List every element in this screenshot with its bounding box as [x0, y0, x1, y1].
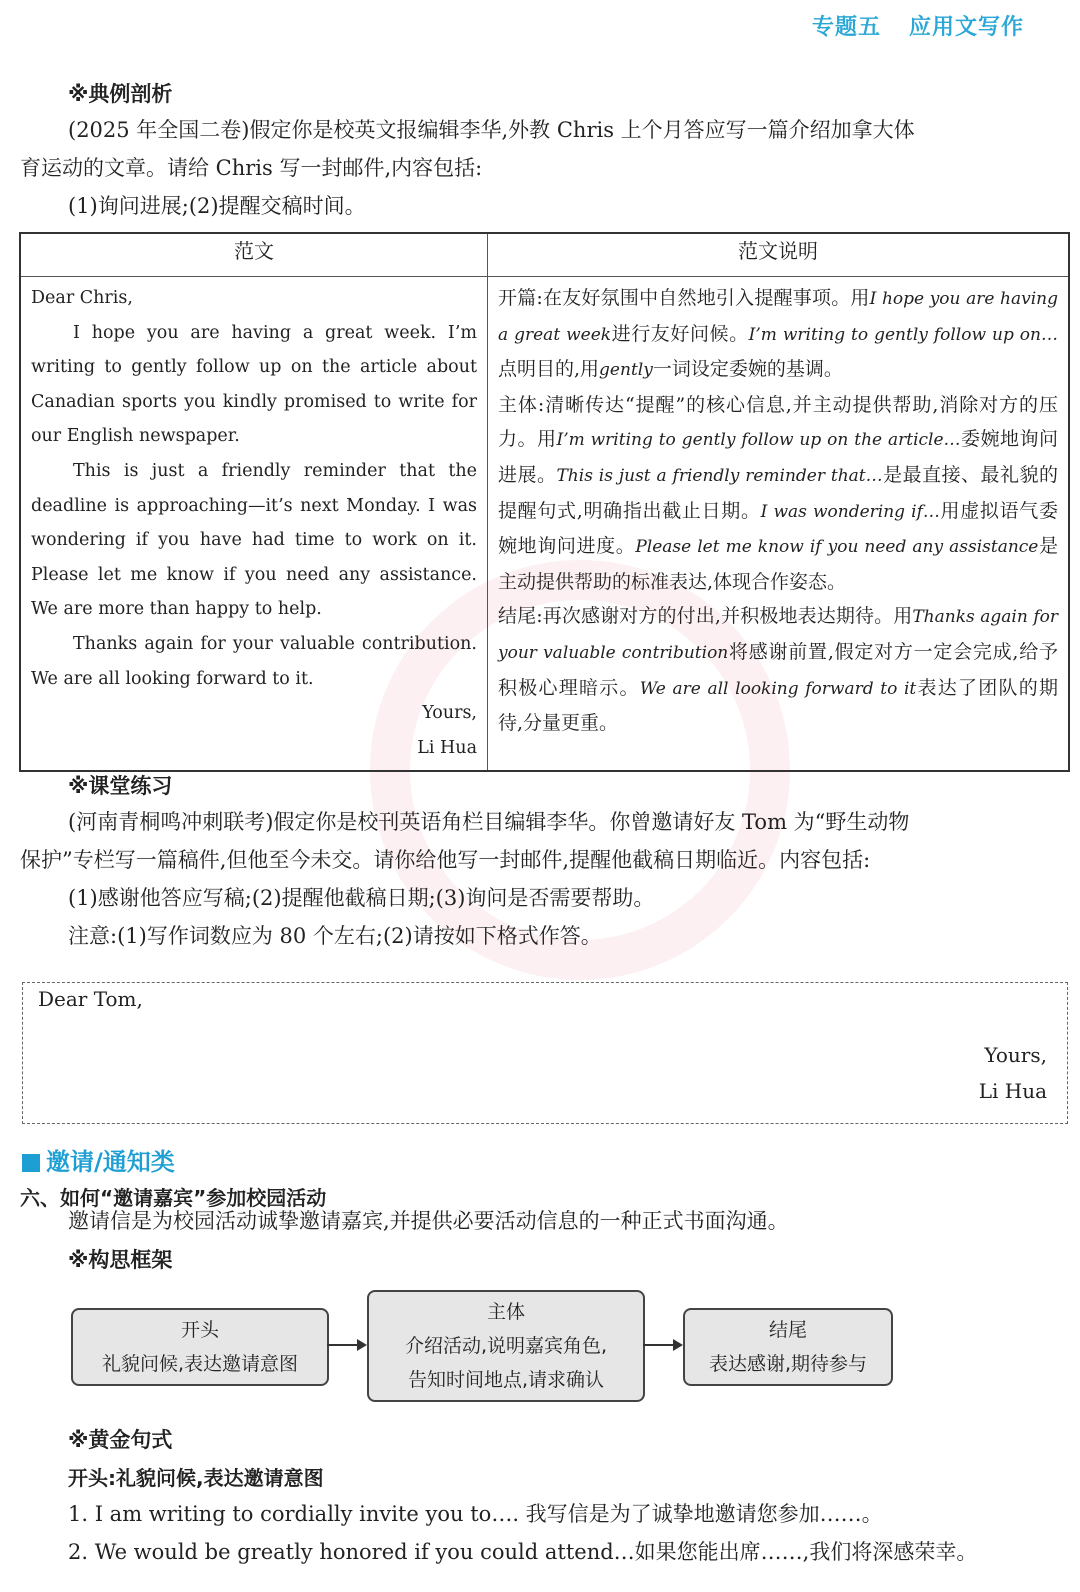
explain-en: I hope you are having a great week — [498, 289, 1058, 345]
letter-paragraph-2: This is just a friendly reminder that the deadline is approaching—it’s next Monday. I was wondering if you have had time to work on it. Please let me know if you need any assistance. We are more than happy to help. — [31, 460, 477, 620]
explain-en: I’m writing to gently follow up on… — [748, 324, 1058, 345]
explain-end-label: 结尾: — [498, 605, 543, 628]
explain-text: 一词设定委婉的基调。 — [652, 358, 843, 381]
explain-text: 进行友好问候。 — [611, 322, 749, 345]
section-heading — [22, 1142, 175, 1177]
framework-box-line: 表达感谢,期待参与 — [708, 1353, 868, 1375]
framework-heading: ※构思框架 — [68, 1248, 173, 1272]
golden-opening-label: 开头:礼貌问候,表达邀请意图 — [68, 1466, 324, 1490]
framework-box-line: 告知时间地点,请求确认 — [407, 1369, 605, 1391]
framework-box-title: 主体 — [486, 1301, 525, 1323]
header-topic: 专题五 — [811, 15, 881, 40]
explain-opening-label: 开篇: — [498, 287, 543, 309]
explain-text: 是主动提供帮助的标准表达,体现合作姿态。 — [498, 535, 1058, 593]
letter-paragraph-3: Thanks again for your valuable contribution. We are all looking forward to it. — [31, 633, 477, 689]
sample-letter — [20, 277, 488, 772]
framework-box-body — [367, 1290, 645, 1402]
example-heading: ※典例剖析 — [68, 82, 173, 106]
arrow-icon — [643, 1344, 681, 1346]
section-subtitle: 六、如何“邀请嘉宾”参加校园活动 — [20, 1186, 327, 1210]
square-icon — [22, 1154, 40, 1172]
explain-text: 将感谢前置,假定对方一定会完成,给予积极心理暗示。 — [498, 640, 1058, 699]
arrow-icon — [327, 1344, 365, 1346]
explain-text: 再次感谢对方的付出,并积极地表达期待。用 — [542, 605, 913, 628]
explain-text: 用虚拟语气委婉地询问进度。 — [498, 499, 1058, 558]
example-prompt-line2: 育运动的文章。请给 Chris 写一封邮件,内容包括: — [20, 156, 483, 180]
letter-closing: Yours, — [422, 703, 477, 724]
section-intro: 邀请信是为校园活动诚挚邀请嘉宾,并提供必要活动信息的一种正式书面沟通。 — [68, 1209, 789, 1233]
example-prompt-line1: (2025 年全国二卷)假定你是校英文报编辑李华,外教 Chris 上个月答应写一篇介绍加拿大体 — [68, 118, 915, 142]
answer-signature: Li Hua — [978, 1079, 1047, 1103]
answer-closing: Yours, — [984, 1043, 1047, 1067]
golden-sentence-1: 1. I am writing to cordially invite you to…. 我写信是为了诚挚地邀请您参加……。 — [68, 1502, 883, 1526]
explain-en: This is just a friendly reminder that… — [556, 465, 883, 486]
explain-en: We are all looking forward to it — [639, 678, 917, 699]
explain-opening — [498, 281, 1058, 388]
practice-line1: (河南青桐鸣冲刺联考)假定你是校刊英语角栏目编辑李华。你曾邀请好友 Tom 为“野生动物 — [68, 810, 910, 834]
explain-text: 表达了团队的期待,分量更重。 — [498, 676, 1058, 735]
answer-box[interactable] — [22, 982, 1068, 1124]
practice-line3: (1)感谢他答应写稿;(2)提醒他截稿日期;(3)询问是否需要帮助。 — [68, 886, 655, 910]
answer-greeting: Dear Tom, — [38, 987, 143, 1011]
explain-text: 是最直接、最礼貌的提醒句式,明确指出截止日期。 — [498, 463, 1058, 522]
explain-en: Please let me know if you need any assistance — [635, 537, 1039, 558]
practice-line2: 保护”专栏写一篇稿件,但他至今未交。请你给他写一封邮件,提醒他截稿日期临近。内容包括: — [20, 848, 871, 872]
letter-greeting: Dear Chris, — [31, 288, 133, 308]
practice-line4: 注意:(1)写作词数应为 80 个左右;(2)请按如下格式作答。 — [68, 924, 602, 948]
sample-explanation — [488, 277, 1070, 772]
framework-box-ending — [683, 1308, 893, 1386]
practice-heading: ※课堂练习 — [68, 774, 173, 798]
explain-en: I’m writing to gently follow up on the article… — [556, 430, 961, 451]
framework-box-line: 礼貌问候,表达邀请意图 — [101, 1353, 299, 1375]
letter-signature: Li Hua — [417, 737, 477, 758]
framework-box-line: 介绍活动,说明嘉宾角色, — [404, 1335, 608, 1357]
framework-box-title: 开头 — [180, 1319, 219, 1341]
explain-en: Thanks again for your valuable contribution — [498, 607, 1058, 663]
explain-en: I was wondering if… — [760, 501, 940, 522]
golden-sentence-2: 2. We would be greatly honored if you could attend…如果您能出席……,我们将深感荣幸。 — [68, 1540, 978, 1564]
explain-text: 委婉地询问进展。 — [498, 428, 1058, 486]
explain-text: 清晰传达“提醒”的核心信息,并主动提供帮助,消除对方的压力。用 — [498, 393, 1058, 451]
explain-text: 点明目的,用 — [498, 358, 600, 381]
header-title: 应用文写作 — [908, 15, 1024, 40]
table-header-explanation: 范文说明 — [488, 233, 1070, 277]
example-table — [19, 232, 1070, 772]
section-label: 邀请/通知类 — [46, 1148, 175, 1176]
explain-text: 在友好氛围中自然地引入提醒事项。用 — [542, 287, 870, 309]
framework-box-title: 结尾 — [768, 1319, 807, 1341]
table-header-sample: 范文 — [20, 233, 488, 277]
example-prompt-line3: (1)询问进展;(2)提醒交稿时间。 — [68, 194, 366, 218]
explain-body-label: 主体: — [498, 393, 545, 416]
letter-paragraph-1: I hope you are having a great week. I’m writing to gently follow up on the article about Canadian sports you kindly promised to write for our English newspaper. — [31, 322, 477, 447]
framework-box-opening — [71, 1308, 329, 1386]
page-header — [812, 10, 1024, 41]
explain-body — [498, 388, 1058, 600]
explain-ending — [498, 599, 1058, 740]
explain-en: gently — [599, 360, 653, 381]
golden-heading: ※黄金句式 — [68, 1428, 173, 1452]
